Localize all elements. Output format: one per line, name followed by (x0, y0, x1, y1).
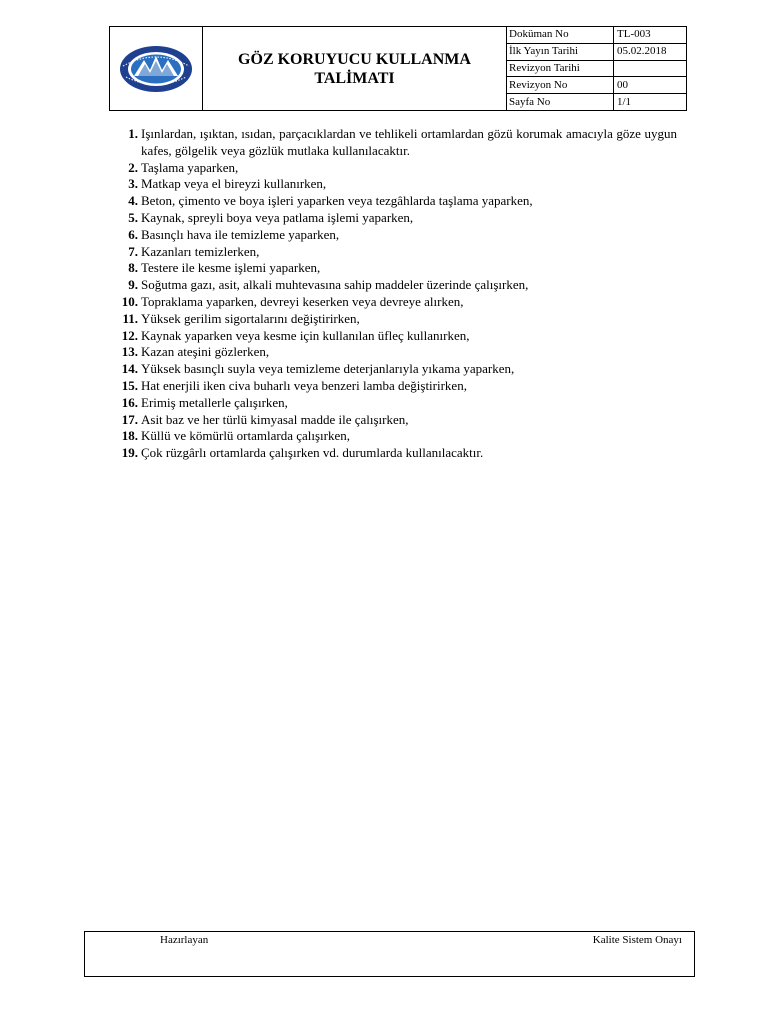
title-line-2: TALİMATI (314, 69, 395, 87)
item-text: Küllü ve kömürlü ortamlarda çalışırken, (141, 428, 351, 444)
meta-label-page-no: Sayfa No (507, 94, 614, 111)
item-number: 1. (128, 126, 138, 141)
document-title (203, 27, 507, 111)
list-item (110, 260, 677, 277)
item-text: Işınlardan, ışıktan, ısıdan, parçacıklardan ve tehlikeli ortamlardan gözü korumak amacıyla göze uygun kafes, gölgelik veya gözlük mutlaka kullanılacaktır. (141, 126, 677, 158)
item-text: Soğutma gazı, asit, alkali muhtevasına sahip maddeler üzerinde çalışırken, (141, 277, 529, 293)
list-item (110, 193, 677, 210)
meta-value-first-publish-date: 05.02.2018 (614, 43, 687, 60)
item-number: 10. (121, 293, 138, 309)
meta-value-revision-date (614, 60, 687, 77)
item-number: 9. (128, 277, 138, 293)
meta-value-revision-no: 00 (614, 77, 687, 94)
item-number: 5. (128, 209, 138, 225)
item-number: 7. (128, 243, 138, 259)
item-text: Hat enerjili iken civa buharlı veya benzeri lamba değiştirirken, (141, 377, 467, 393)
item-number: 6. (128, 226, 138, 242)
list-item (110, 361, 677, 378)
item-text: Kaynak, spreyli boya veya patlama işlemi yaparken, (141, 209, 414, 225)
signature-box (84, 931, 695, 977)
document-header (109, 26, 687, 111)
meta-value-page-no: 1/1 (614, 94, 687, 111)
item-number: 12. (121, 327, 138, 343)
list-item (110, 126, 677, 160)
item-number: 15. (121, 377, 138, 393)
meta-label-first-publish-date: İlk Yayın Tarihi (507, 43, 614, 60)
item-number: 14. (121, 361, 138, 377)
list-item (110, 294, 677, 311)
title-line-1: GÖZ KORUYUCU KULLANMA (238, 50, 471, 68)
prepared-by-label: Hazırlayan (160, 934, 209, 946)
item-number: 18. (121, 428, 138, 444)
meta-label-revision-date: Revizyon Tarihi (507, 60, 614, 77)
logo-cell (110, 27, 203, 111)
item-text: Basınçlı hava ile temizleme yaparken, (141, 226, 340, 242)
list-item (110, 176, 677, 193)
item-number: 16. (121, 394, 138, 410)
list-item (110, 227, 677, 244)
list-item (110, 210, 677, 227)
list-item (110, 344, 677, 361)
item-number: 13. (121, 344, 138, 360)
list-item (110, 244, 677, 261)
item-text: Testere ile kesme işlemi yaparken, (141, 260, 321, 276)
list-item (110, 378, 677, 395)
list-item (110, 328, 677, 345)
municipality-logo-icon (118, 44, 194, 94)
list-item (110, 412, 677, 429)
item-text: Çok rüzgârlı ortamlarda çalışırken vd. durumlarda kullanılacaktır. (141, 445, 484, 461)
item-text: Taşlama yaparken, (141, 159, 239, 175)
instruction-list (110, 126, 677, 462)
item-text: Asit baz ve her türlü kimyasal madde ile çalışırken, (141, 411, 409, 427)
item-text: Beton, çimento ve boya işleri yaparken veya tezgâhlarda taşlama yaparken, (141, 193, 533, 209)
list-item (110, 395, 677, 412)
item-text: Kazanları temizlerken, (141, 243, 260, 259)
item-number: 2. (128, 159, 138, 175)
item-text: Kazan ateşini gözlerken, (141, 344, 270, 360)
item-text: Kaynak yaparken veya kesme için kullanılan üfleç kullanırken, (141, 327, 470, 343)
list-item (110, 277, 677, 294)
item-number: 4. (128, 193, 138, 209)
item-text: Matkap veya el bireyzi kullanırken, (141, 176, 327, 192)
quality-approval-label: Kalite Sistem Onayı (592, 934, 682, 946)
item-text: Topraklama yaparken, devreyi keserken veya devreye alırken, (141, 293, 464, 309)
list-item (110, 311, 677, 328)
item-number: 8. (128, 260, 138, 276)
list-item (110, 445, 677, 462)
item-number: 17. (121, 411, 138, 427)
item-text: Yüksek basınçlı suyla veya temizleme deterjanlarıyla yıkama yaparken, (141, 361, 515, 377)
meta-label-document-no: Doküman No (507, 27, 614, 44)
item-number: 11. (122, 310, 138, 326)
list-item (110, 428, 677, 445)
meta-value-document-no: TL-003 (614, 27, 687, 44)
list-item (110, 160, 677, 177)
item-text: Yüksek gerilim sigortalarını değiştirirken, (141, 310, 360, 326)
meta-label-revision-no: Revizyon No (507, 77, 614, 94)
item-text: Erimiş metallerle çalışırken, (141, 394, 288, 410)
item-number: 3. (128, 176, 138, 192)
item-number: 19. (121, 445, 138, 461)
